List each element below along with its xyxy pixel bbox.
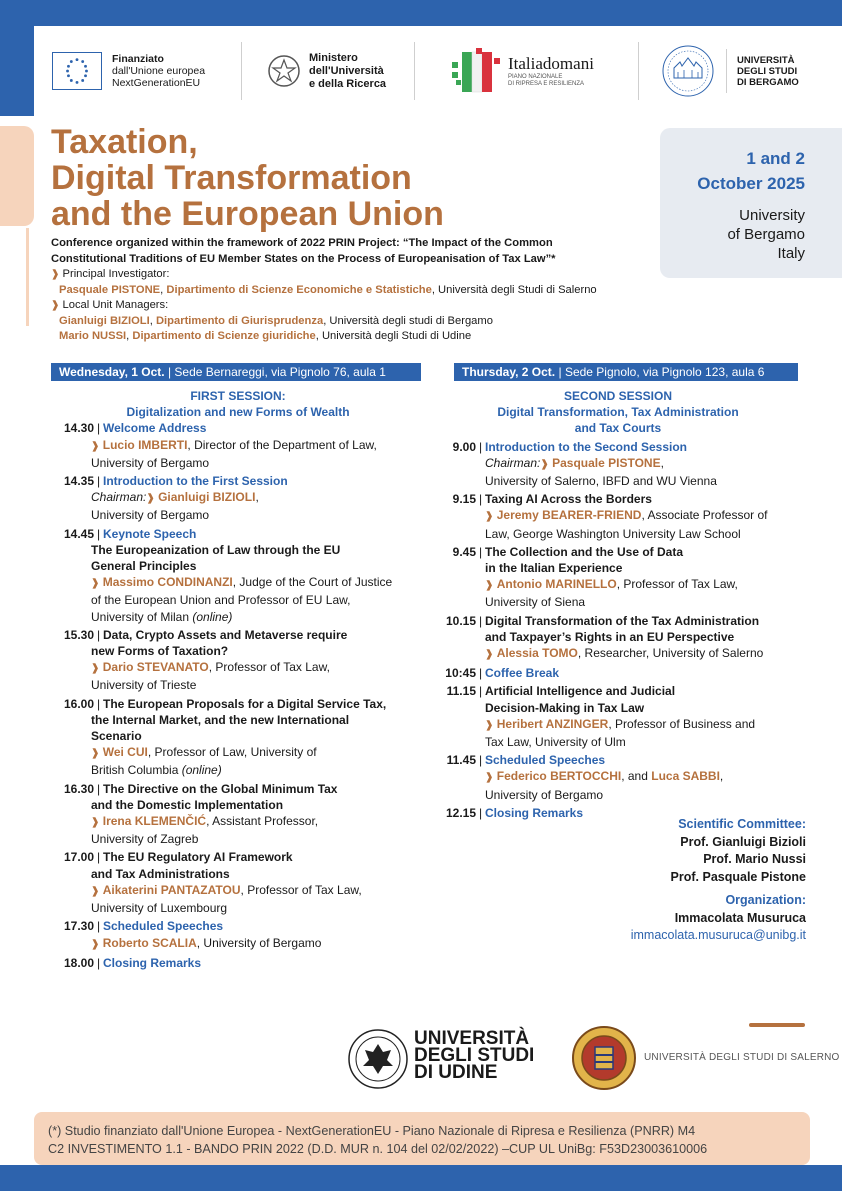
salerno-name: UNIVERSITÀ DEGLI STUDI DI SALERNO bbox=[644, 1052, 840, 1063]
program-item: 17.30 | Scheduled Speeches bbox=[63, 919, 224, 934]
day1-session: FIRST SESSION: bbox=[190, 389, 286, 403]
speaker-name: Lucio IMBERTI bbox=[102, 437, 188, 452]
program-item: 14.35 | Introduction to the First Session bbox=[63, 474, 288, 489]
footnote bbox=[34, 1112, 810, 1165]
day1-session-title: Digitalization and new Forms of Wealth bbox=[126, 405, 350, 420]
committee-member: Prof. Mario Nussi bbox=[703, 852, 806, 866]
day2-program: SECOND SESSION Digital Transformation, Tax Administration and Tax Courts 9.00 | Introduction to the Second Session Chairman:❱ Pasquale PISTONE, University of Salerno, IBFD and WU Vienna 9.15 | Taxing AI Across the Borders ❱ Jeremy BEARER-FRIEND, Associate Professor of Law, George Washington University Law School 9.45 | The Collection and the Use of Data in the Italian Experience ❱ Antonio MARINELLO, Professor of Tax Law, University of Siena 10.15 | Digital Transformation of the Tax Administration and Taxpayer’s Rights in an EU Perspective ❱ Alessia TOMO, Researcher, University of Salerno 10:45 | Coffee Break 11.15 | Artificial Intelligence and Judicial Decision-Making in Tax Law ❱ Heribert ANZINGER, Professor of Business and Tax Law, University of Ulm 11.45 | Scheduled Speeches ❱ Federico BERTOCCHI, and Luca SABBI, University of Bergamo 12.15 | Closing Remarks bbox=[428, 388, 808, 821]
day1-place: Sede Bernareggi, via Pignolo 76, aula 1 bbox=[171, 365, 386, 379]
speaker-name: Pasquale PISTONE bbox=[552, 455, 661, 470]
speaker-name: Heribert ANZINGER bbox=[496, 716, 609, 731]
speaker-name: Luca SABBI bbox=[651, 769, 720, 784]
italiadomani-sub1: PIANO NAZIONALE bbox=[508, 74, 563, 80]
program-item: 16.30 | The Directive on the Global Minimum Tax bbox=[63, 781, 338, 796]
italiadomani-logo bbox=[448, 26, 594, 116]
speaker-name: Dario STEVANATO bbox=[102, 660, 209, 675]
organizer-email[interactable]: immacolata.musuruca@unibg.it bbox=[630, 928, 806, 942]
salerno-seal-icon bbox=[571, 1025, 637, 1091]
day2-header: Thursday, 2 Oct. | Sede Pignolo, via Pignolo 123, aula 6 bbox=[454, 363, 798, 381]
italiadomani-name: Italiadomani bbox=[508, 54, 594, 73]
speaker-name: Irena KLEMENČIĆ bbox=[102, 814, 207, 829]
program-item: 17.00 | The EU Regulatory AI Framework bbox=[63, 850, 293, 865]
intro-line2: Constitutional Traditions of EU Member States on the Process of Europeanisation of Tax Law”* bbox=[51, 252, 556, 265]
speaker-name: Roberto SCALIA bbox=[102, 935, 197, 950]
date-box bbox=[660, 128, 842, 278]
logo-bar bbox=[34, 26, 842, 116]
pi-uni: , Università degli Studi di Salerno bbox=[431, 283, 597, 296]
intro-line1: Conference organized within the framework of 2022 PRIN Project: “The Impact of the Common bbox=[51, 237, 553, 249]
eu-flag-icon bbox=[52, 52, 102, 90]
lum2-name: Mario NUSSI bbox=[59, 330, 127, 342]
accent-line bbox=[26, 228, 29, 326]
speaker-name: Jeremy BEARER-FRIEND bbox=[496, 508, 642, 523]
day2-session: SECOND SESSION bbox=[563, 389, 673, 403]
program-item: 10:45 | Coffee Break bbox=[445, 666, 560, 681]
day2-place: Sede Pignolo, via Pignolo 123, aula 6 bbox=[561, 365, 765, 379]
program-item: 12.15 | Closing Remarks bbox=[445, 805, 584, 820]
pi-name: Pasquale PISTONE bbox=[59, 283, 161, 296]
program-item: 14.45 | Keynote Speech bbox=[63, 526, 197, 541]
title-line2: Digital Transformation bbox=[51, 159, 412, 197]
lum2-uni: , Università degli Studi di Udine bbox=[315, 330, 472, 342]
accent-tab bbox=[0, 126, 34, 226]
day2-session-title1: Digital Transformation, Tax Administration bbox=[497, 405, 739, 420]
program-item: 9.45 | The Collection and the Use of Data bbox=[452, 544, 684, 559]
pi-dept: Dipartimento di Scienze Economiche e Statistiche bbox=[166, 283, 432, 296]
venue-line2: of Bergamo bbox=[727, 226, 805, 243]
decorative-bar bbox=[749, 1023, 805, 1027]
program-item: 14.30 | Welcome Address bbox=[63, 421, 207, 436]
day2-label: Thursday, 2 Oct. bbox=[462, 365, 556, 379]
mur-logo bbox=[267, 26, 386, 116]
program-item: 15.30 | Data, Crypto Assets and Metaverse require bbox=[63, 627, 348, 642]
date-line1: 1 and 2 bbox=[746, 149, 805, 168]
program-item: 9.15 | Taxing AI Across the Borders bbox=[452, 492, 652, 507]
chevron-right-icon: ❱ bbox=[51, 269, 60, 280]
day2-session-title2: and Tax Courts bbox=[574, 421, 662, 436]
udine-name: UNIVERSITÀ DEGLI STUDI DI UDINE bbox=[414, 1028, 535, 1083]
speaker-name: Aikaterini PANTAZATOU bbox=[102, 882, 241, 897]
day1-program: FIRST SESSION: Digitalization and new Forms of Wealth 14.30 | Welcome Address ❱ Lucio IMBERTI, Director of the Department of Law, University of Bergamo 14.35 | Introduction to the First Session Chairman:❱ Gianluigi BIZIOLI, University of Bergamo 14.45 | Keynote Speech The Europeanization of Law through the EU General Principles ❱ Massimo CONDINANZI, Judge of the Court of Justice of the European Union and Professor of EU Law, University of Milan (online) 15.30 | Data, Crypto Assets and Metaverse require new Forms of Taxation? ❱ Dario STEVANATO, Professor of Tax Law, University of Trieste 16.00 | The European Proposals for a Digital Service Tax, the Internal Market, and the new International Scenario ❱ Wei CUI, Professor of Law, University of British Columbia (online) 16.30 | The Directive on the Global Minimum Tax and the Domestic Implementation ❱ Irena KLEMENČIĆ, Assistant Professor, University of Zagreb 17.00 | The EU Regulatory AI Framework and Tax Administrations ❱ Aikaterini PANTAZATOU, Professor of Tax Law, University of Luxembourg 17.30 | Scheduled Speeches ❱ Roberto SCALIA, University of Bergamo 18.00 | Closing Remarks bbox=[46, 388, 430, 971]
divider bbox=[726, 49, 727, 93]
eu-logo bbox=[52, 26, 205, 116]
program-item: 9.00 | Introduction to the Second Session bbox=[452, 439, 688, 454]
lum1-uni: , Università degli studi di Bergamo bbox=[323, 314, 493, 327]
speaker-name: Antonio MARINELLO bbox=[496, 577, 617, 592]
organization-label: Organization: bbox=[725, 893, 806, 907]
mur-line2: dell'Università bbox=[309, 64, 384, 77]
udine-seal-icon bbox=[347, 1028, 409, 1090]
italiadomani-sub2: DI RIPRESA E RESILIENZA bbox=[508, 81, 585, 87]
italy-emblem-icon bbox=[267, 52, 301, 90]
organizer-name: Immacolata Musuruca bbox=[674, 910, 806, 925]
italiadomani-mark-icon bbox=[448, 48, 504, 94]
program-item: 11.15 | Artificial Intelligence and Judicial bbox=[446, 684, 676, 699]
speaker-name: Massimo CONDINANZI bbox=[102, 575, 233, 590]
eu-line1: Finanziato bbox=[112, 53, 164, 65]
program-item: 11.45 | Scheduled Speeches bbox=[446, 753, 606, 768]
page-title bbox=[51, 124, 444, 232]
day1-label: Wednesday, 1 Oct. bbox=[59, 365, 165, 379]
program-item: 18.00 | Closing Remarks bbox=[63, 955, 202, 970]
lum1-dept: Dipartimento di Giurisprudenza bbox=[155, 314, 324, 327]
committee-label: Scientific Committee: bbox=[678, 817, 806, 831]
day1-header: Wednesday, 1 Oct. | Sede Bernareggi, via Pignolo 76, aula 1 bbox=[51, 363, 421, 381]
unibg-logo bbox=[660, 26, 799, 116]
speaker-name: Federico BERTOCCHI bbox=[496, 769, 622, 784]
unibg-line2: DEGLI STUDI bbox=[737, 65, 798, 77]
program-item: 16.00 | The European Proposals for a Digital Service Tax, bbox=[63, 696, 387, 711]
unibg-seal-icon bbox=[660, 44, 716, 98]
footer-band bbox=[0, 1165, 842, 1191]
lum2-dept: Dipartimento di Scienze giuridiche bbox=[132, 330, 316, 342]
venue-line3: Italy bbox=[777, 245, 805, 262]
speaker-name: Gianluigi BIZIOLI bbox=[158, 490, 256, 505]
committee-member: Prof. Gianluigi Bizioli bbox=[680, 834, 806, 849]
scientific-committee bbox=[560, 816, 806, 945]
date-line2: October 2025 bbox=[697, 174, 805, 193]
unibg-line1: UNIVERSITÀ bbox=[737, 54, 795, 66]
committee-member: Prof. Pasquale Pistone bbox=[670, 869, 806, 884]
program-item: 10.15 | Digital Transformation of the Tax Administration bbox=[445, 613, 760, 628]
speaker-name: Alessia TOMO bbox=[496, 646, 578, 661]
title-line3: and the European Union bbox=[51, 195, 444, 233]
chevron-right-icon: ❱ bbox=[51, 300, 60, 311]
footnote-line1: (*) Studio finanziato dall'Unione Europea - NextGenerationEU - Piano Nazionale di Ripresa e Resilienza (PNRR) M4 bbox=[48, 1124, 696, 1138]
speaker-name: Wei CUI bbox=[102, 745, 148, 760]
eu-line3: NextGenerationEU bbox=[112, 77, 201, 89]
intro: Conference organized within the framework of 2022 PRIN Project: “The Impact of the Common Constitutional Traditions of EU Member States on the Process of Europeanisation of Tax Law”* ❱ Principal Investigator: Pasquale PISTONE, Dipartimento di Scienze Economiche e Statistiche, Università degli Studi di Salerno ❱ Local Unit Managers: Gianluigi BIZIOLI, Dipartimento di Giurisprudenza, Università degli studi di Bergamo Mario NUSSI, Dipartimento di Scienze giuridiche, Università degli Studi di Udine bbox=[51, 236, 611, 345]
pi-label: Principal Investigator: bbox=[62, 268, 170, 280]
mur-line3: e della Ricerca bbox=[309, 77, 387, 90]
divider bbox=[414, 42, 415, 100]
venue-line1: University bbox=[739, 207, 805, 224]
footnote-line2: C2 INVESTIMENTO 1.1 - BANDO PRIN 2022 (D.D. MUR n. 104 del 02/02/2022) –CUP UL UniBg: F53D23003610006 bbox=[48, 1142, 708, 1156]
unibg-line3: DI BERGAMO bbox=[737, 76, 799, 88]
title-line1: Taxation, bbox=[51, 123, 198, 161]
eu-line2: dall'Unione europea bbox=[112, 65, 206, 77]
lum-label: Local Unit Managers: bbox=[62, 299, 169, 311]
divider bbox=[241, 42, 242, 100]
mur-line1: Ministero bbox=[309, 51, 358, 64]
divider bbox=[638, 42, 639, 100]
lum1-name: Gianluigi BIZIOLI bbox=[59, 314, 150, 327]
